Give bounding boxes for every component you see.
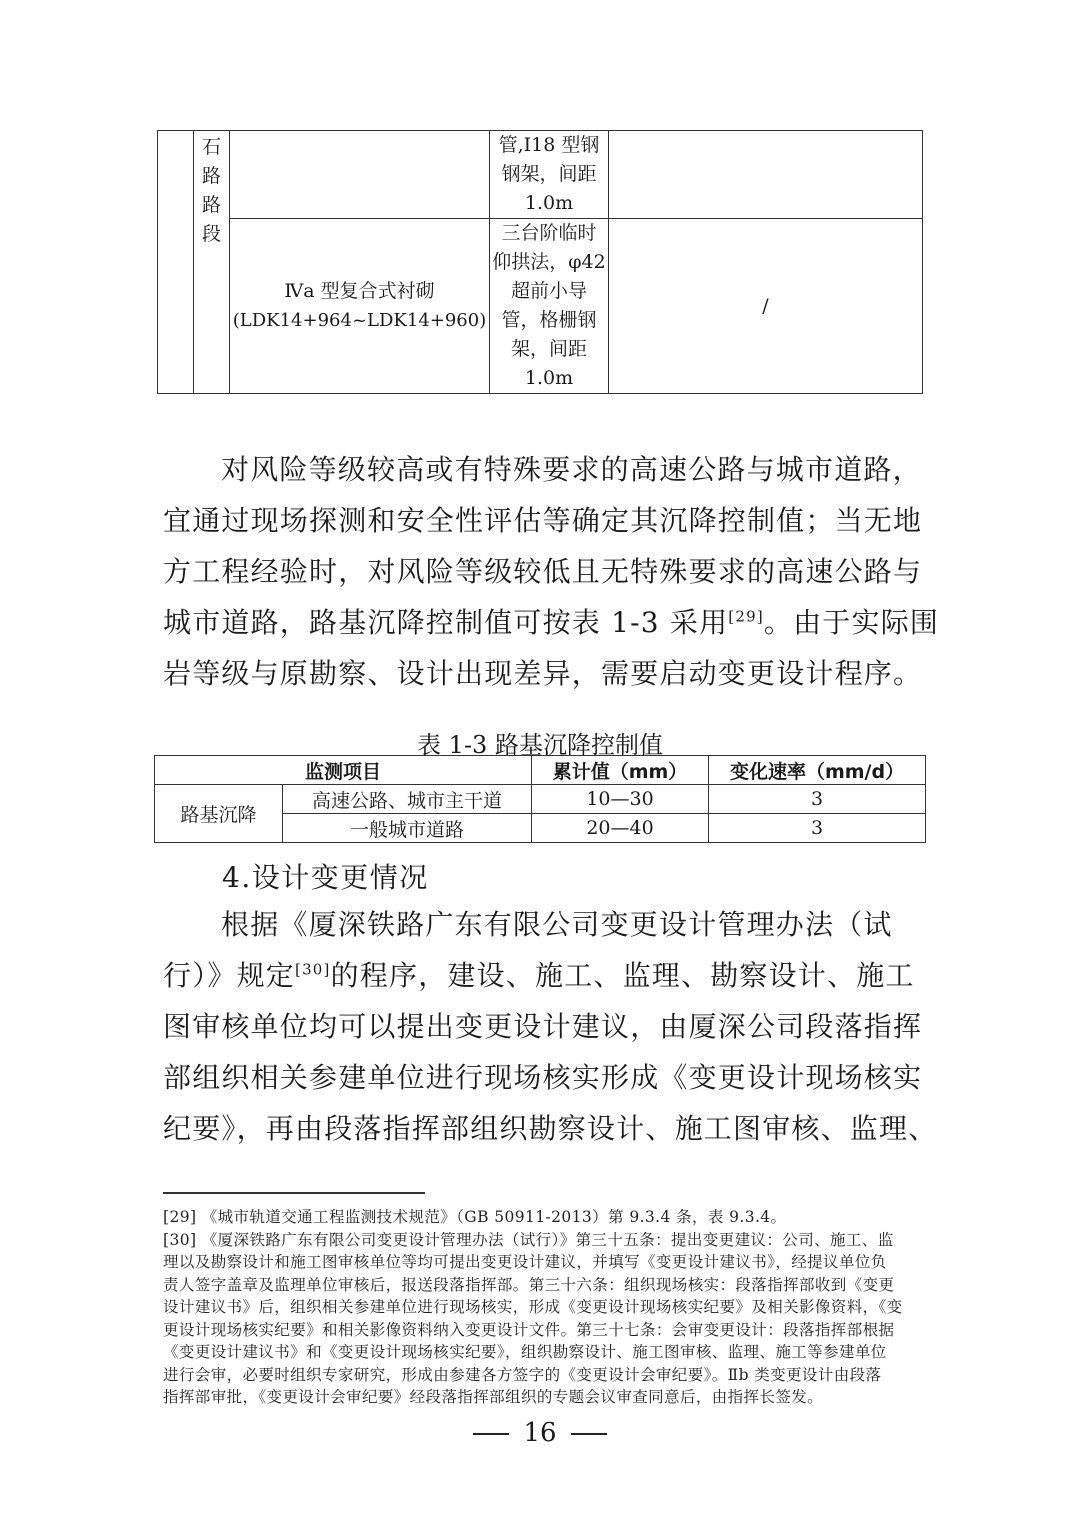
rate-cell: 3 xyxy=(709,785,926,814)
construction-method-cell: 管,I18 型钢 钢架，间距 1.0m xyxy=(490,131,609,219)
body-paragraph: 根据《厦深铁路广东有限公司变更设计管理办法（试 行）》规定[30]的程序，建设、施工、监理、勘察设计、施工 图审核单位均可以提出变更设计建议，由厦深公司段落指挥 部组织相关参建单位进行现场核实形成《变更设计现场核实 纪要》，再由段落指挥部组织勘察设计、施工图审核、监理、 xyxy=(163,908,938,1145)
page-dash xyxy=(473,1433,509,1435)
section-heading: 4.设计变更情况 xyxy=(222,861,429,894)
page-dash xyxy=(571,1433,607,1435)
section-char: 路 xyxy=(201,194,221,216)
lining-name-cell: Ⅳa 型复合式衬砌 (LDK14+964~LDK14+960) xyxy=(230,219,490,394)
lining-name-cell xyxy=(230,131,490,219)
column-header: 变化速率（mm/d） xyxy=(709,756,926,785)
footnote-ref: [30] xyxy=(295,960,331,979)
column-header: 监测项目 xyxy=(155,756,532,785)
rate-cell: 3 xyxy=(709,814,926,843)
body-paragraph: 对风险等级较高或有特殊要求的高速公路与城市道路， 宜通过现场探测和安全性评估等确定其沉降控制值；当无地 方工程经验时，对风险等级较低且无特殊要求的高速公路与 城市道路，路基沉降控制值可按表 1-3 采用[29]。由于实际围 岩等级与原勘察、设计出现差异，需要启动变更设计程序。 xyxy=(163,453,940,690)
footnote-ref: [29] xyxy=(728,607,764,626)
item-cell: 高速公路、城市主干道 xyxy=(283,785,532,814)
footnote-29: [29] 《城市轨道交通工程监测技术规范》（GB 50911-2013）第 9.3.4 条，表 9.3.4。 xyxy=(163,1208,787,1226)
settlement-control-table xyxy=(154,755,926,843)
cumulative-cell: 20—40 xyxy=(532,814,709,843)
table-row xyxy=(158,219,923,394)
footnote-divider xyxy=(163,1192,425,1194)
page-number: 16 xyxy=(0,1418,1080,1448)
left-blank-cell xyxy=(158,131,194,394)
table-row xyxy=(155,785,926,814)
footnote-30: [30] 《厦深铁路广东有限公司变更设计管理办法（试行）》第三十五条：提出变更建议：公司、施工、监 理以及勘察设计和施工图审核单位等均可提出变更设计建议，并填写《变更设计建议书》，经提议单位负 责人签字盖章及监理单位审核后，报送段落指挥部。第三十六条：组织现场核实：段落指挥部收到《变更 设计建议书》后，组织相关参建单位进行现场核实，形成《变更设计现场核实纪要》及相关影像资料，《变 更设计现场核实纪要》和相关影像资料纳入变更设计文件。第三十七条：会审变更设计：段落指挥部根据 《变更设计建议书》和《变更设计现场核实纪要》，组织勘察设计、施工图审核、监理、施工等参建单位 进行会审，必要时组织专家研究，形成由参建各方签字的《变更设计会审纪要》。Ⅱb 类变更设计由段落 指挥部审批，《变更设计会审纪要》经段落指挥部组织的专题会议审查同意后，由指挥长签发。 xyxy=(163,1230,903,1406)
continuation-table xyxy=(157,130,923,394)
footnotes xyxy=(163,1206,923,1409)
table-row xyxy=(158,131,923,219)
construction-method-cell: 三台阶临时 仰拱法，φ42 超前小导 管，格栅钢 架，间距 1.0m xyxy=(490,219,609,394)
group-label: 路基沉降 xyxy=(155,785,283,843)
table-caption: 表 1-3 路基沉降控制值 xyxy=(417,731,663,759)
item-cell: 一般城市道路 xyxy=(283,814,532,843)
cumulative-cell: 10—30 xyxy=(532,785,709,814)
note-cell: / xyxy=(609,219,923,394)
section-char: 路 xyxy=(201,165,221,187)
section-char: 石 xyxy=(201,136,221,158)
table-header-row xyxy=(155,756,926,785)
section-label-vertical xyxy=(194,131,230,394)
column-header: 累计值（mm） xyxy=(532,756,709,785)
note-cell xyxy=(609,131,923,219)
section-char: 段 xyxy=(201,223,221,245)
